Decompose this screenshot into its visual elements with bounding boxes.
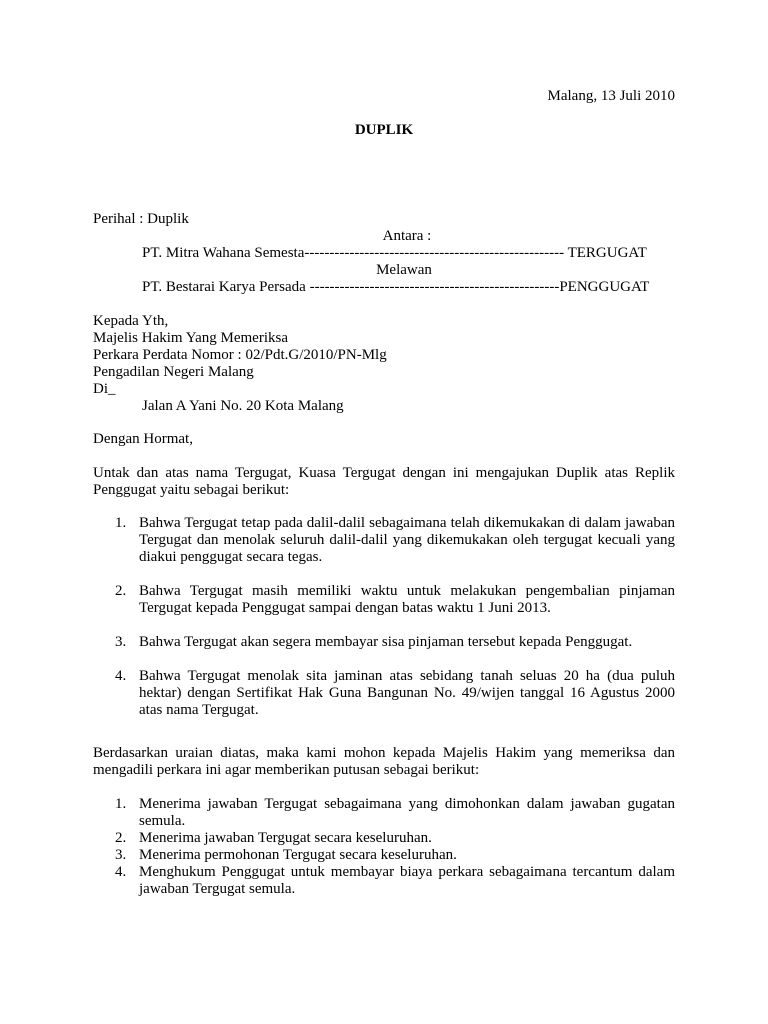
list-number: 2. [115, 830, 127, 846]
requests-list [93, 796, 675, 898]
list-text: Menerima jawaban Tergugat secara keseluruhan. [139, 830, 432, 846]
list-number: 4. [115, 864, 127, 880]
list-number: 3. [115, 634, 127, 650]
list-item [93, 796, 675, 830]
intro-paragraph: Untak dan atas nama Tergugat, Kuasa Tergugat dengan ini mengajukan Duplik atas Replik Penggugat yaitu sebagai berikut: [93, 465, 675, 498]
list-item [93, 847, 675, 864]
list-number: 3. [115, 847, 127, 863]
list-item [93, 634, 675, 651]
list-number: 1. [115, 515, 127, 531]
list-text: Menghukum Penggugat untuk membayar biaya perkara sebagaimana tercantum dalam jawaban Tergugat semula. [139, 864, 675, 897]
list-text: Bahwa Tergugat menolak sita jaminan atas sebidang tanah seluas 20 ha (dua puluh hektar) dengan Sertifikat Hak Guna Bangunan No. 49/wijen tanggal 16 Agustus 2000 atas nama Tergugat. [139, 668, 675, 718]
closing-paragraph: Berdasarkan uraian diatas, maka kami mohon kepada Majelis Hakim yang memeriksa dan mengadili perkara ini agar memberikan putusan sebagai berikut: [93, 745, 675, 778]
list-text: Bahwa Tergugat tetap pada dalil-dalil sebagaimana telah dikemukakan di dalam jawaban Tergugat dan menolak seluruh dalil-dalil yang dikemukakan oleh tergugat kecuali yang diakui penggugat secara tegas. [139, 515, 675, 565]
list-number: 2. [115, 583, 127, 599]
party-plaintiff: PT. Bestarai Karya Persada --------------------------------------------------PENGGUGAT [142, 279, 650, 295]
address-line: Kepada Yth, [93, 313, 169, 329]
document-title: DUPLIK [354, 122, 414, 138]
list-item [93, 583, 675, 617]
list-item [93, 864, 675, 898]
party-defendant: PT. Mitra Wahana Semesta---------------------------------------------------- TERGUGAT [142, 245, 647, 261]
list-text: Menerima jawaban Tergugat sebagaimana yang dimohonkan dalam jawaban gugatan semula. [139, 796, 675, 829]
address-line: Pengadilan Negeri Malang [93, 364, 254, 380]
list-number: 4. [115, 668, 127, 684]
list-text: Menerima permohonan Tergugat secara keseluruhan. [139, 847, 457, 863]
list-text: Bahwa Tergugat masih memiliki waktu untuk melakukan pengembalian pinjaman Tergugat kepada Penggugat sampai dengan batas waktu 1 Juni 2013. [139, 583, 675, 616]
greeting: Dengan Hormat, [93, 431, 193, 447]
list-number: 1. [115, 796, 127, 812]
address-line: Jalan A Yani No. 20 Kota Malang [142, 398, 344, 414]
list-item [93, 668, 675, 719]
address-line: Perkara Perdata Nomor : 02/Pdt.G/2010/PN-Mlg [93, 347, 387, 363]
letter-date: Malang, 13 Juli 2010 [547, 88, 675, 104]
address-line: Di_ [93, 381, 116, 397]
address-line: Majelis Hakim Yang Memeriksa [93, 330, 288, 346]
subject-line: Perihal : Duplik [93, 211, 189, 227]
list-item [93, 515, 675, 566]
list-item [93, 830, 675, 847]
antara-label: Antara : [382, 228, 432, 244]
melawan-label: Melawan [376, 262, 432, 278]
duplik-points-list [93, 515, 675, 736]
list-text: Bahwa Tergugat akan segera membayar sisa pinjaman tersebut kepada Penggugat. [139, 634, 633, 650]
